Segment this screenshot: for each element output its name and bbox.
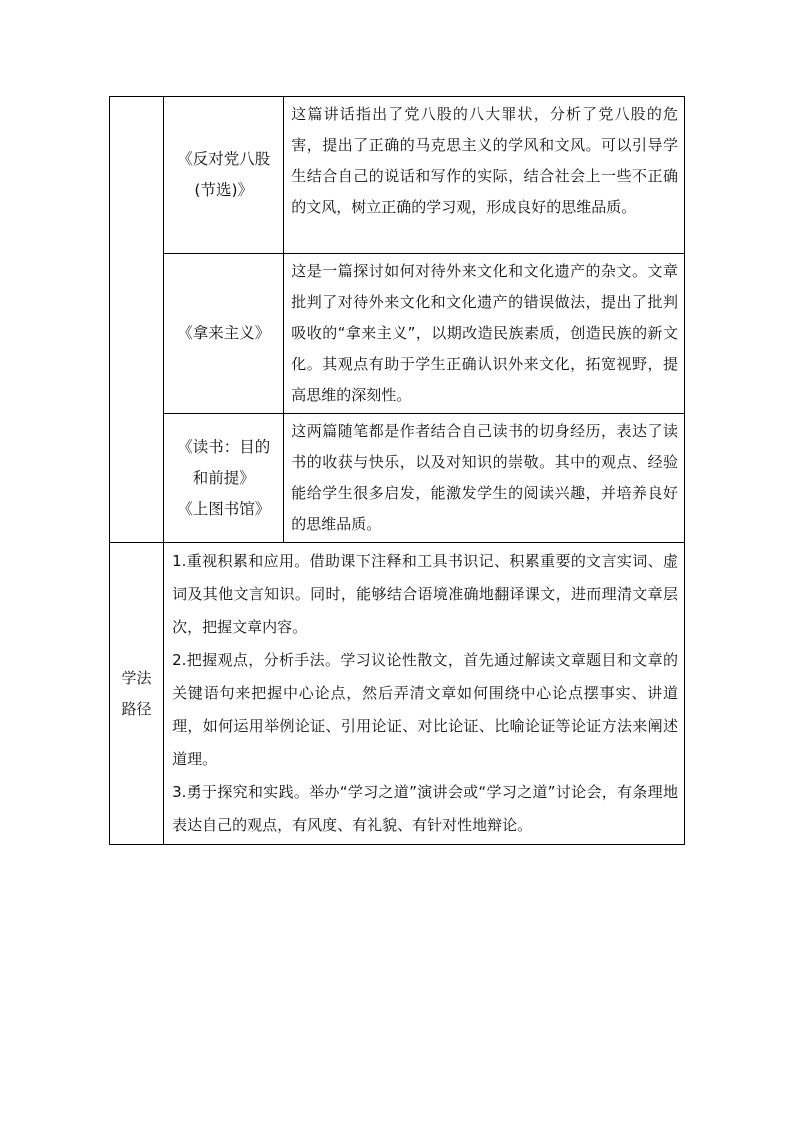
method-item: 2.把握观点，分析手法。学习议论性散文，首先通过解读文章题目和文章的关键语句来把握中心论点，然后弄清文章如何围绕中心论点摆事实、讲道理，如何运用举例论证、引用论证、对比论证、比喻论证等论证方法来阐述道理。 [172,651,678,768]
text-title-cell [164,254,284,414]
method-label: 路径 [121,699,152,718]
learning-content-table [109,96,685,845]
text-title: 《读书：目的 [177,437,271,456]
text-description: 这两篇随笔都是作者结合自己读书的切身经历，表达了读书的收获与快乐，以及对知识的崇敬。其中的观点、经验能给学生很多启发，能激发学生的阅读兴趣，并培养良好的思维品质。 [284,414,685,543]
text-title-cell [164,97,284,254]
text-description: 这篇讲话指出了党八股的八大罪状，分析了党八股的危害，提出了正确的马克思主义的学风和文风。可以引导学生结合自己的说话和写作的实际，结合社会上一些不正确的文风，树立正确的学习观，形成良好的思维品质。 [284,97,685,254]
text-title: 和前提》 [192,468,255,487]
table-row [110,543,685,845]
section-label-cell-empty [110,97,164,543]
method-label: 学法 [121,668,152,687]
method-label-cell [110,543,164,845]
text-title: 《上图书馆》 [177,499,271,518]
method-content-cell [164,543,685,845]
text-title: 《拿来主义》 [177,324,271,342]
table-row [110,254,685,414]
text-title-cell [164,414,284,543]
text-title: (节选)》 [194,181,253,199]
text-description: 这是一篇探讨如何对待外来文化和文化遗产的杂文。文章批判了对待外来文化和文化遗产的错误做法，提出了批判吸收的“拿来主义”，以期改造民族素质，创造民族的新文化。其观点有助于学生正确认识外来文化，拓宽视野，提高思维的深刻性。 [284,254,685,414]
table-row [110,414,685,543]
method-item: 3.勇于探究和实践。举办“学习之道”演讲会或“学习之道”讨论会，有条理地表达自己的观点，有风度、有礼貌、有针对性地辩论。 [172,783,678,834]
table-row [110,97,685,254]
text-title: 《反对党八股 [177,150,271,168]
method-item: 1.重视积累和应用。借助课下注释和工具书识记、积累重要的文言实词、虚词及其他文言知识。同时，能够结合语境准确地翻译课文，进而理清文章层次，把握文章内容。 [172,552,678,636]
